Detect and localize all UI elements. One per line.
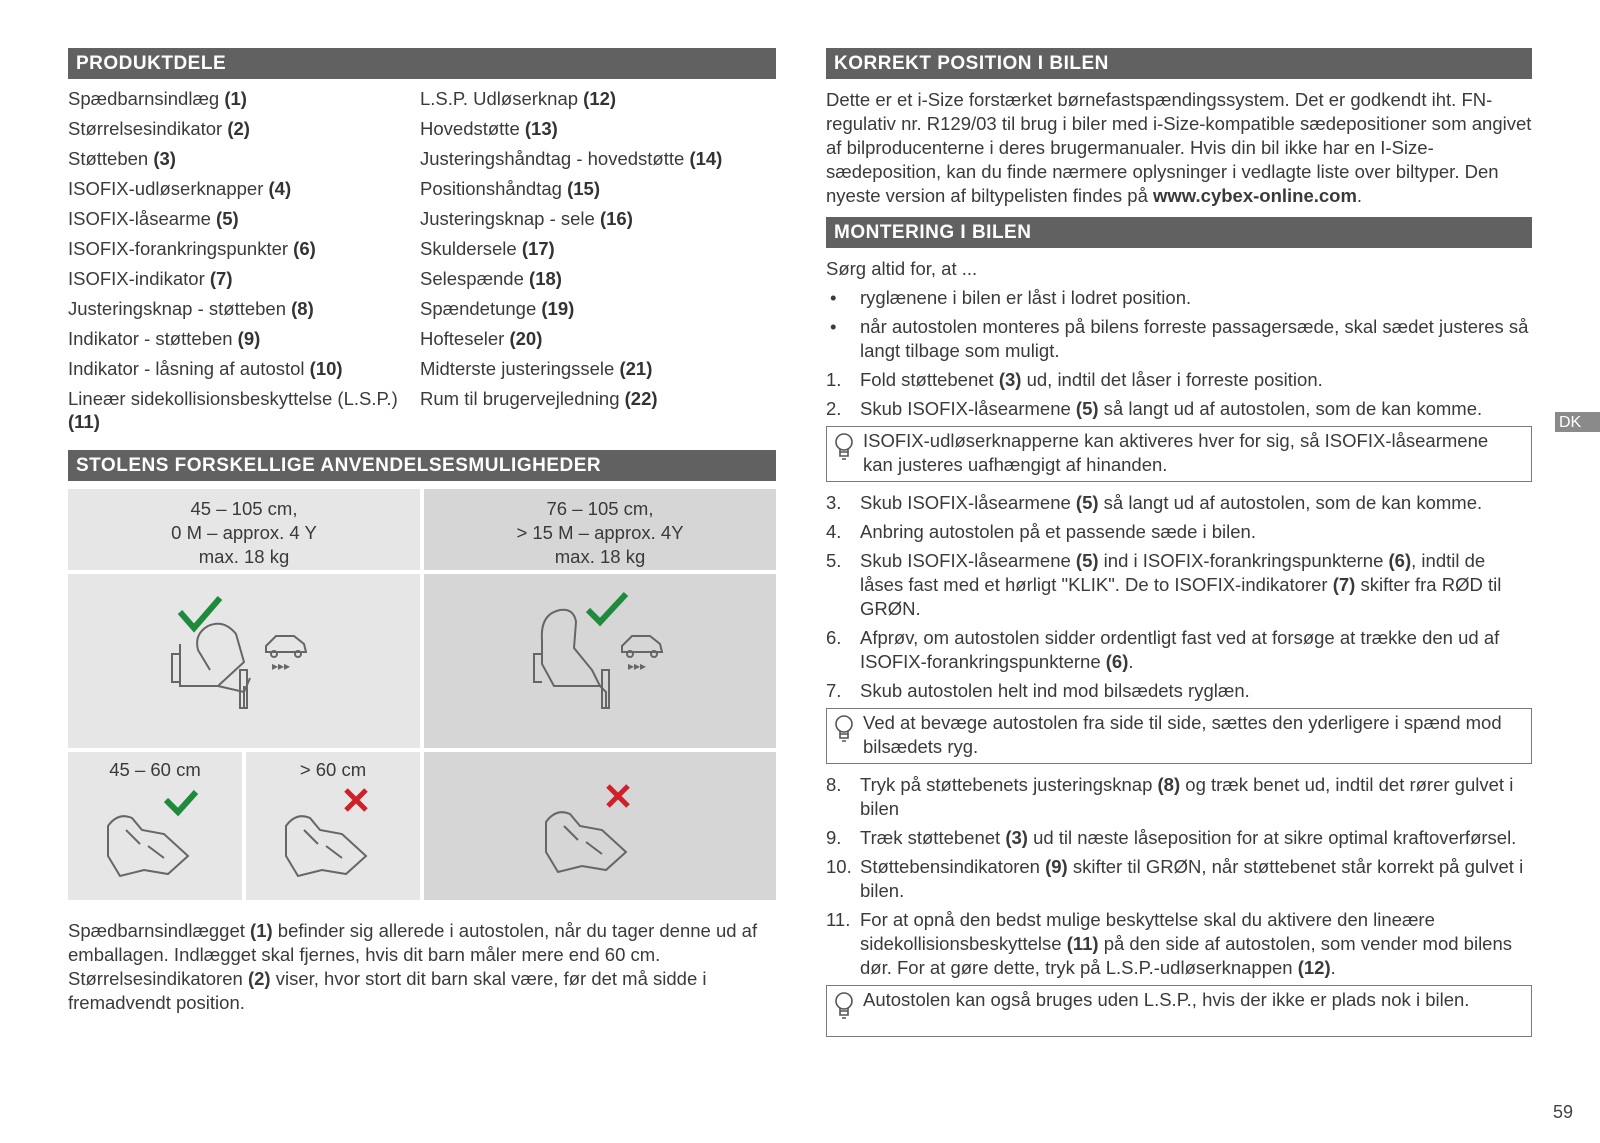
parts-list-item: Midterste justeringssele (21) [420,358,653,379]
svg-text:▸▸▸: ▸▸▸ [628,659,647,673]
forward-seat-illustration [424,574,776,748]
part-number: (2) [247,968,271,989]
step-item: 8. Tryk på støttebenets justeringsknap (8) og træk benet ud, indtil det rører gulvet i bilen [826,774,1514,819]
part-number: (7) [1332,574,1356,595]
parts-list-item: Indikator - støtteben (9) [68,328,261,349]
section-header-position: KORREKT POSITION I BILEN [826,48,1532,79]
note-box-1: ISOFIX-udløserknapperne kan aktiveres hver for sig, så ISOFIX-låsearmene kan justeres uafhængigt af hinanden. [826,426,1532,482]
parts-list-item: Rum til brugervejledning (22) [420,388,658,409]
insert-small-label: 45 – 60 cm [109,759,201,780]
part-number: (9) [1045,856,1068,877]
insert-illustration [68,786,242,896]
green-check-icon [588,594,626,622]
forward-facing-illustration [424,574,776,748]
part-number: (5) [1075,398,1099,419]
parts-list-item: Justeringsknap - sele (16) [420,208,633,229]
parts-list-item: ISOFIX-forankringspunkter (6) [68,238,316,259]
parts-list-item: Indikator - låsning af autostol (10) [68,358,343,379]
part-number: (11) [1066,933,1099,954]
parts-list-item: Justeringsknap - støtteben (8) [68,298,314,319]
left-column [68,48,776,1015]
step-item: 1. Fold støttebenet (3) ud, indtil det låser i forreste position. [826,369,1323,390]
step-item: 2. Skub ISOFIX-låsearmene (5) så langt ud af autostolen, som de kan komme. [826,398,1483,419]
section-header-produktdele: PRODUKTDELE [68,48,776,79]
rear-facing-illustration [68,574,420,748]
parts-list-item: Selespænde (18) [420,268,562,289]
parts-column-2 [420,87,776,440]
bullet-item: • ryglænene i bilen er låst i lodret position. [830,287,1192,308]
red-cross-icon [346,790,366,810]
steps-list-b [826,491,1532,703]
part-number: (6) [1388,550,1412,571]
parts-list-item: L.S.P. Udløserknap (12) [420,88,617,109]
parts-column-1 [68,87,420,440]
mount-bullets [826,286,1532,363]
position-paragraph: Dette er et i-Size forstærket børnefastspændingssystem. Det er godkendt iht. FN-regulativ nr. R129/03 til brug i biler med i-Size-kompatible sædepositioner som angivet af bilproducenterne i deres brugermanualer. Hvis din bil ikke har en I-Size-sædeposition, kan du finde nærmere oplysninger i vedlagte liste over biltyper. Den nyeste version af biltypelisten findes på www.cybex-online.com. [826,89,1532,206]
section-header-usage: STOLENS FORSKELLIGE ANVENDELSESMULIGHEDER [68,450,776,481]
insert-large-cell [246,752,420,900]
parts-list-item: Hovedstøtte (13) [420,118,558,139]
rear-facing-header: 45 – 105 cm, 0 M – approx. 4 Y max. 18 kg [68,489,420,570]
parts-list-item: Støtteben (3) [68,148,176,169]
parts-list-item: ISOFIX-udløserknapper (4) [68,178,292,199]
step-item: 7. Skub autostolen helt ind mod bilsædets ryglæn. [826,680,1250,701]
section-header-mounting: MONTERING I BILEN [826,217,1532,248]
lightbulb-icon [833,432,855,462]
step-item: 9. Træk støttebenet (3) ud til næste låseposition for at sikre optimal kraftoverførsel. [826,827,1517,848]
forward-insert-cell [424,752,776,900]
parts-list-item: Lineær sidekollisionsbeskyttelse (L.S.P.) (11) [68,388,398,432]
mount-intro: Sørg altid for, at ... [826,258,978,279]
parts-list-item: Spændetunge (19) [420,298,575,319]
parts-list-item: Positionshåndtag (15) [420,178,600,199]
part-number: (12) [1297,957,1331,978]
steps-list-c [826,773,1532,980]
rear-seat-illustration [68,574,420,748]
insert-small-cell [68,752,242,900]
page-number: 59 [1553,1102,1574,1122]
part-number: (6) [1105,651,1129,672]
step-item: 6. Afprøv, om autostolen sidder ordentligt fast ved at forsøge at trække den ud af ISOFIX-forankringspunkterne (6). [826,627,1500,672]
step-item: 10. Støttebensindikatoren (9) skifter til GRØN, når støttebenet står korrekt på gulvet i bilen. [826,856,1524,901]
usage-grid [68,489,776,900]
note-box-2: Ved at bevæge autostolen fra side til side, sættes den yderligere i spænd mod bilsædets ryg. [826,708,1532,764]
insert-illustration [246,786,420,896]
parts-list-item: Justeringshåndtag - hovedstøtte (14) [420,148,723,169]
parts-list-item: Skuldersele (17) [420,238,555,259]
parts-list-item: Spædbarnsindlæg (1) [68,88,247,109]
step-item: 3. Skub ISOFIX-låsearmene (5) så langt ud af autostolen, som de kan komme. [826,492,1483,513]
parts-list-item: ISOFIX-indikator (7) [68,268,233,289]
product-parts-list [68,87,776,440]
insert-large-label: > 60 cm [299,759,367,780]
step-item: 5. Skub ISOFIX-låsearmene (5) ind i ISOFIX-forankringspunkterne (6), indtil de låses fast med et hørligt "KLIK". De to ISOFIX-indikatorer (7) skifter fra RØD til GRØN. [826,550,1502,619]
green-check-icon [166,792,196,812]
lightbulb-icon [833,991,855,1021]
insert-paragraph: Spædbarnsindlægget (1) befinder sig allerede i autostolen, når du tager denne ud af emballagen. Indlægget skal fjernes, hvis dit barn måler mere end 60 cm. Størrelsesindikatoren (2) viser, hvor stort dit barn skal være, før det må sidde i fremadvendt position. [68,920,758,1013]
svg-text:▸▸▸: ▸▸▸ [272,659,291,673]
language-tab: DK [1555,412,1600,432]
parts-list-item: Hofteseler (20) [420,328,543,349]
parts-list-item: ISOFIX-låsearme (5) [68,208,239,229]
steps-list-a [826,368,1532,421]
part-number: (5) [1075,550,1099,571]
car-direction-icon [266,636,306,657]
step-item: 11. For at opnå den bedst mulige beskyttelse skal du aktivere den lineære sidekollisionsbeskyttelse (11) på den side af autostolen, som vender mod bilens dør. For at gøre dette, tryk på L.S.P.-udløserknappen (12). [826,909,1513,978]
part-number: (8) [1157,774,1181,795]
part-number: (1) [250,920,273,941]
part-number: (3) [998,369,1022,390]
red-cross-icon [608,786,628,806]
part-number: www.cybex-online.com [1153,185,1357,206]
forward-facing-header: 76 – 105 cm, > 15 M – approx. 4Y max. 18 kg [424,489,776,570]
part-number: (3) [1005,827,1028,848]
part-number: (5) [1075,492,1099,513]
bullet-item: • når autostolen monteres på bilens forreste passagersæde, skal sædet justeres så langt tilbage som muligt. [830,316,1529,361]
lightbulb-icon [833,714,855,744]
right-column [826,48,1532,1046]
insert-illustration [424,752,776,900]
parts-list-item: Størrelsesindikator (2) [68,118,250,139]
note-box-3: Autostolen kan også bruges uden L.S.P., hvis der ikke er plads nok i bilen. [826,985,1532,1037]
step-item: 4. Anbring autostolen på et passende sæde i bilen. [826,521,1256,542]
car-direction-icon [622,636,662,657]
